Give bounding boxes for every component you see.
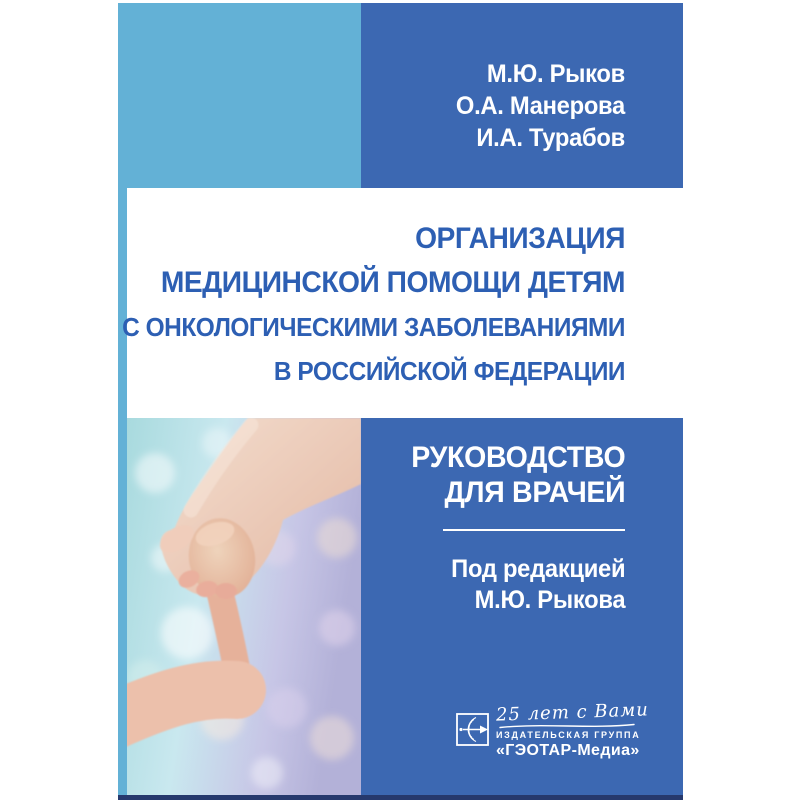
publisher-name: «ГЭОТАР-Медиа» (496, 742, 640, 759)
subtitle-line: ДЛЯ ВРАЧЕЙ (444, 476, 625, 509)
authors-panel (361, 3, 683, 188)
title-band (122, 188, 683, 418)
author-name: О.А. Манерова (455, 92, 625, 120)
book-title (122, 217, 625, 393)
divider-line (443, 529, 625, 531)
title-line: МЕДИЦИНСКОЙ ПОМОЩИ ДЕТЯМ (160, 266, 625, 299)
title-line: С ОНКОЛОГИЧЕСКИМИ ЗАБОЛЕВАНИЯМИ (122, 312, 625, 342)
photo-hands-svg (127, 418, 361, 795)
publisher-logo-text (495, 699, 650, 760)
edited-by-line: Под редакцией (450, 555, 625, 583)
book-cover (118, 3, 683, 800)
subtitle-block (411, 440, 625, 510)
publisher-logo-icon (456, 713, 489, 746)
bottom-navy-strip (118, 795, 683, 800)
right-panel (361, 418, 683, 795)
header-light-block (118, 3, 361, 188)
child-upper-arm (127, 690, 237, 721)
anniversary-text: 25 лет с Вами (495, 699, 650, 726)
photo-hands (127, 418, 361, 795)
title-line: ОРГАНИЗАЦИЯ (415, 222, 625, 255)
author-name: М.Ю. Рыков (486, 60, 625, 88)
publisher-logo (456, 699, 650, 760)
edited-by-block (451, 554, 625, 616)
subtitle-line: РУКОВОДСТВО (410, 441, 625, 474)
author-name: И.А. Турабов (476, 124, 625, 152)
title-line: В РОССИЙСКОЙ ФЕДЕРАЦИИ (273, 356, 625, 386)
publisher-group-label: ИЗДАТЕЛЬСКАЯ ГРУППА (496, 730, 641, 740)
authors-block (456, 58, 625, 154)
edited-by-line: М.Ю. Рыкова (474, 586, 625, 614)
